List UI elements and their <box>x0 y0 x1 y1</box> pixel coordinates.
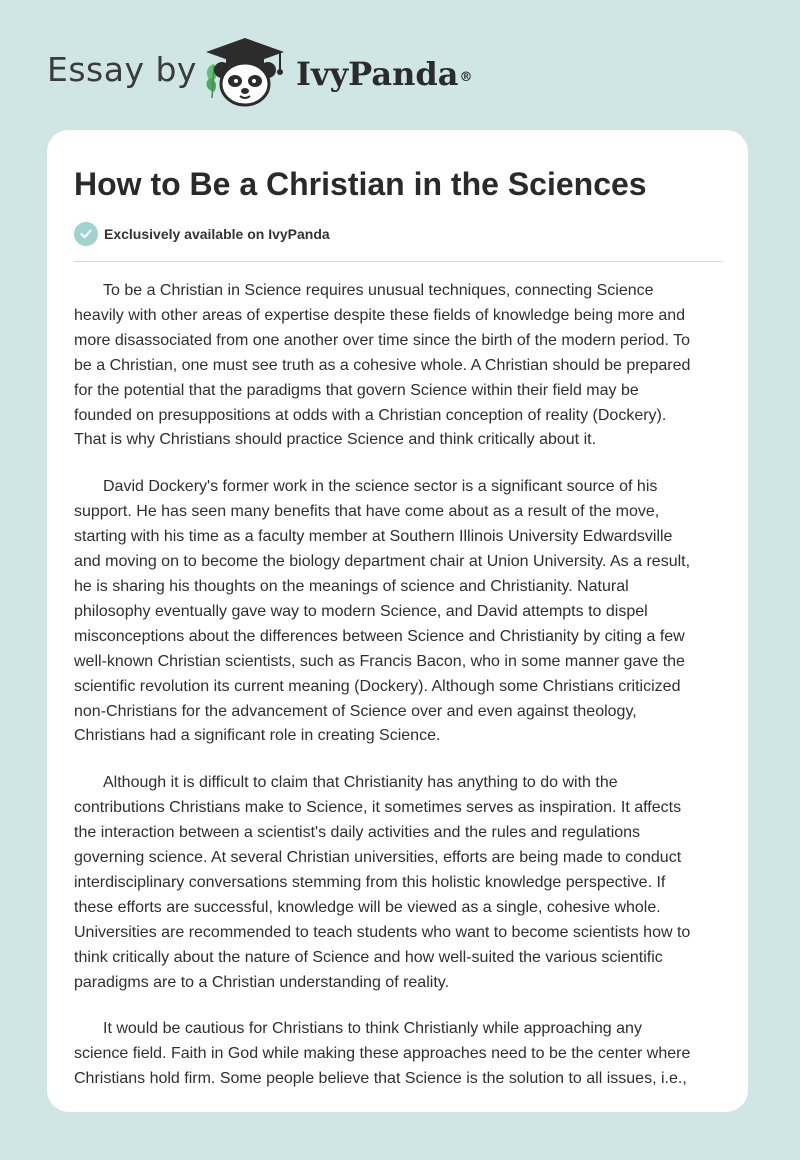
paragraph <box>74 279 723 453</box>
text-line: and moving on to become the biology department chair at Union University. As a result, <box>74 553 691 571</box>
paragraph <box>74 1017 723 1092</box>
text-line: To be a Christian in Science requires unusual techniques, connecting Science <box>103 282 654 299</box>
text-line: David Dockery's former work in the science sector is a significant source of his <box>103 478 658 496</box>
brand-name[interactable] <box>296 54 472 94</box>
text-line: he is sharing his thoughts on the meanings of science and Christianity. Natural <box>74 577 629 595</box>
text-line: these efforts are successful, knowledge will be viewed as a single, cohesive whole. <box>74 898 661 916</box>
text-line: contributions Christians make to Science, it sometimes serves as inspiration. It affects <box>74 799 682 817</box>
text-line: Although it is difficult to claim that Christianity has anything to do with the <box>103 774 618 792</box>
paragraph <box>74 771 723 995</box>
text-line: science field. Faith in God while making these approaches need to be the center where <box>74 1045 691 1063</box>
check-icon <box>74 222 98 246</box>
page-title: How to Be a Christian in the Sciences <box>74 166 647 202</box>
divider <box>74 261 723 262</box>
essay-card <box>47 130 748 1112</box>
text-line: think critically about the nature of Science and how well-suited the various scientific <box>74 948 663 966</box>
panda-graduate-icon <box>200 36 290 108</box>
paragraph <box>74 475 723 749</box>
text-line: founded on presuppositions at odds with a Christian conception of reality (Dockery). <box>74 406 667 424</box>
text-line: That is why Christians should practice Science and think critically about it. <box>74 431 597 449</box>
text-line: Christians had a significant role in creating Science. <box>74 727 441 745</box>
text-line: philosophy eventually gave way to modern Science, and David attempts to dispel <box>74 602 648 620</box>
text-line: well-known Christian scientists, such as Francis Bacon, who in some manner gave the <box>74 652 685 670</box>
text-line: scientific revolution its current meaning (Dockery). Although some Christians criticized <box>74 677 681 695</box>
text-line: governing science. At several Christian universities, efforts are being made to conduct <box>74 849 682 867</box>
text-line: interdisciplinary conversations stemming from this holistic knowledge perspective. If <box>74 873 666 891</box>
text-line: It would be cautious for Christians to think Christianly while approaching any <box>103 1020 642 1038</box>
text-line: the interaction between a scientist's daily activities and the rules and regulations <box>74 824 641 842</box>
text-line: more disassociated from one another over time since the birth of the modern period. To <box>74 331 691 349</box>
text-line: support. He has seen many benefits that have come about as a result of the move, <box>74 503 660 521</box>
text-line: for the potential that the paradigms that govern Science within their field may be <box>74 381 639 399</box>
badge-text: Exclusively available on IvyPanda <box>104 226 330 242</box>
essay-body <box>74 279 723 1112</box>
text-line: non-Christians for the advancement of Science over and even against theology, <box>74 702 637 720</box>
brand-label: IvyPanda <box>296 55 459 93</box>
registered-mark: ® <box>459 70 473 85</box>
text-line: starting with his time as a faculty member at Southern Illinois University Edwardsville <box>74 528 673 546</box>
text-line: paradigms are to a Christian understanding of reality. <box>74 973 450 991</box>
essay-by-label: Essay by <box>47 50 197 89</box>
text-line: be a Christian, one must see truth as a cohesive whole. A Christian should be prepared <box>74 356 691 374</box>
text-line: Christians hold firm. Some people believe that Science is the solution to all issues, i.e., <box>74 1070 687 1088</box>
text-line: Universities are recommended to teach students who want to become scientists how to <box>74 923 691 941</box>
exclusive-badge <box>74 222 330 246</box>
site-header <box>0 0 800 130</box>
text-line: misconceptions about the differences between Science and Christianity by citing a few <box>74 627 685 645</box>
text-line: heavily with other areas of expertise despite these fields of knowledge being more and <box>74 306 686 324</box>
